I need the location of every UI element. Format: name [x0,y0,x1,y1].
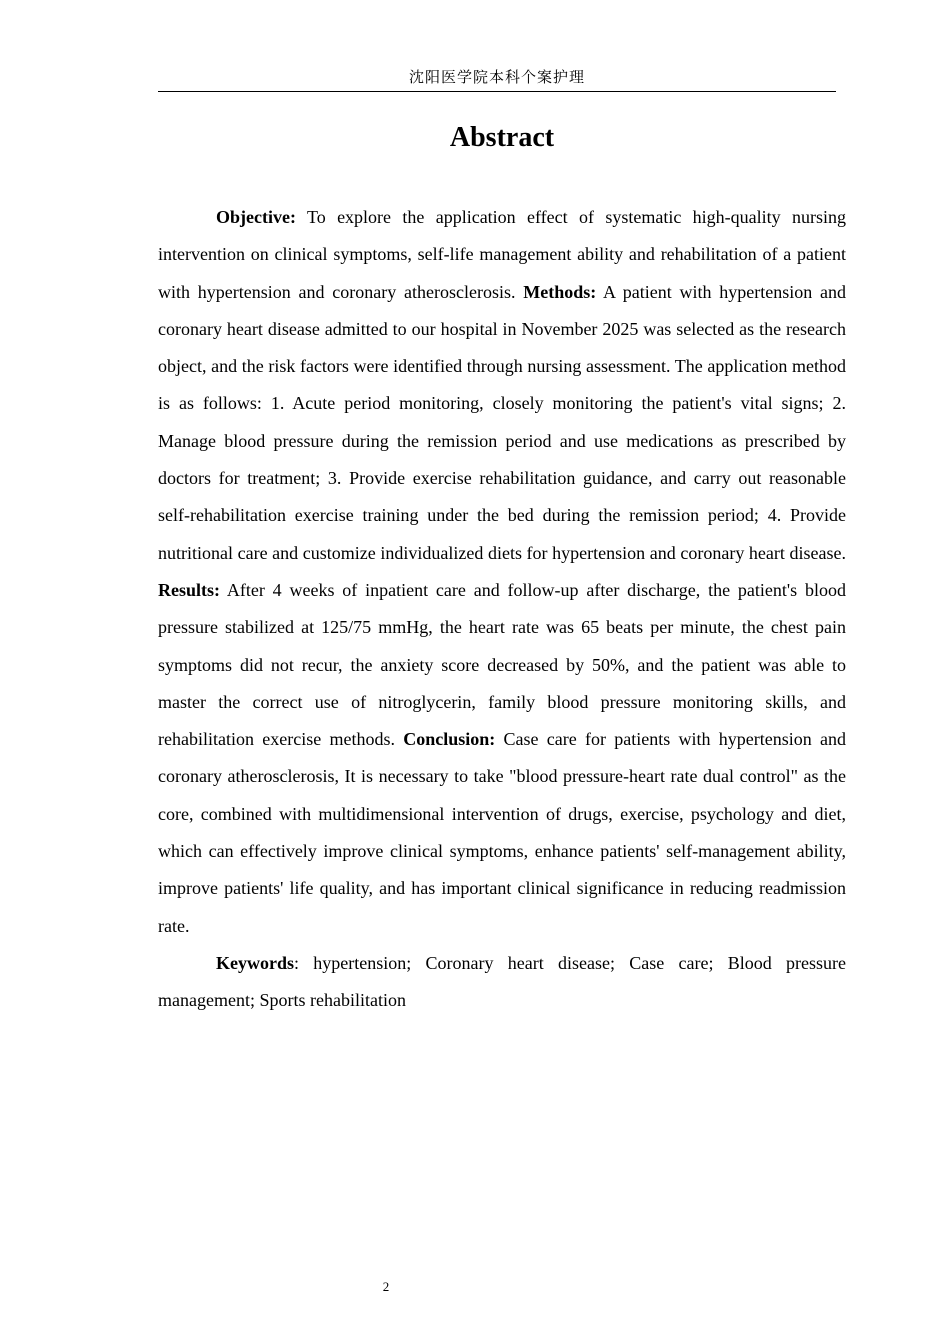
results-label: Results: [158,579,220,600]
keywords-paragraph [158,945,846,1020]
conclusion-text: Case care for patients with hypertension and coronary atherosclerosis, It is necessary to take "blood pressure-heart rate dual control" as the core, combined with multidimensional intervention of drugs, exercise, psychology and diet, which can effectively improve clinical symptoms, enhance patients' self-management ability, improve patients' life quality, and has important clinical significance in reducing readmission rate. [158,729,846,936]
keywords-label: Keywords [216,952,294,973]
methods-label: Methods: [523,281,597,302]
methods-text: A patient with hypertension and coronary heart disease admitted to our hospital in November 2025 was selected as the research object, and the risk factors were identified through nursing assessment. The application method is as follows: 1. Acute period monitoring, closely monitoring the patient's vital signs; 2. Manage blood pressure during the remission period and use medications as prescribed by doctors for treatment; 3. Provide exercise rehabilitation guidance, and carry out reasonable self-rehabilitation exercise training under the bed during the remission period; 4. Provide nutritional care and customize individualized diets for hypertension and coronary heart disease. [158,281,846,563]
header-divider [158,91,836,92]
keywords-text: : hypertension; Coronary heart disease; Case care; Blood pressure management; Sports rehabilitation [158,952,846,1011]
page-number: 2 [382,1279,390,1294]
abstract-body [158,199,846,1020]
conclusion-label: Conclusion: [403,729,496,750]
results-text: After 4 weeks of inpatient care and follow-up after discharge, the patient's blood pressure stabilized at 125/75 mmHg, the heart rate was 65 beats per minute, the chest pain symptoms did not recur, the anxiety score decreased by 50%, and the patient was able to master the correct use of nitroglycerin, family blood pressure monitoring skills, and rehabilitation exercise methods. [158,579,846,750]
running-header: 沈阳医学院本科个案护理 [408,68,585,86]
objective-text: To explore the application effect of systematic high-quality nursing intervention on clinical symptoms, self-life management ability and rehabilitation of a patient with hypertension and coronary atherosclerosis. [158,207,846,302]
abstract-title: Abstract [449,122,555,153]
objective-label: Objective: [216,207,296,227]
abstract-paragraph [158,199,846,945]
